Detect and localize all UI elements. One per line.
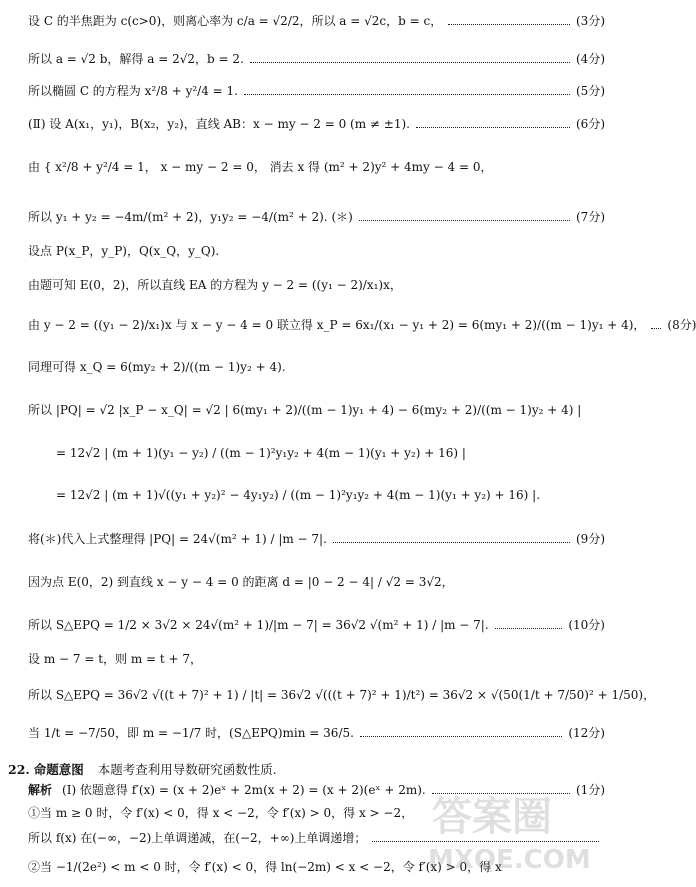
watermark-top: 答案圈 <box>432 794 552 840</box>
solution-line: 设点 P(x_P，y_P)，Q(x_Q，y_Q). <box>28 244 220 258</box>
solution-line: 由题可知 E(0，2)，所以直线 EA 的方程为 y − 2 = ((y₁ − 2)/x₁)x， <box>28 278 402 292</box>
solution-line: 所以 S△EPQ = 36√2 √((t + 7)² + 1) / |t| = 36√2 √(((t + 7)² + 1)/t²) = 36√2 × √(50(1/t + 7/50)² + 1/50)， <box>28 688 656 702</box>
solution-line: (Ⅱ) 设 A(x₁，y₁)，B(x₂，y₂)，直线 AB：x − my − 2 = 0 (m ≠ ±1). (6分) <box>28 117 605 131</box>
question-22-heading <box>8 760 277 778</box>
solution-line: 所以 |PQ| = √2 |x_P − x_Q| = √2 | 6(my₁ + 2)/((m − 1)y₁ + 4) − 6(my₂ + 2)/((m − 1)y₂ + 4) | <box>28 403 582 417</box>
score: (12分) <box>568 726 605 740</box>
question-number: 22. <box>8 762 30 777</box>
solution-line: 所以椭圆 C 的方程为 x²/8 + y²/4 = 1. (5分) <box>28 84 605 98</box>
solution-line: 设 C 的半焦距为 c(c>0)，则离心率为 c/a = √2/2，所以 a = √2c，b = c， (3分) <box>28 14 605 28</box>
solution-line: = 12√2 | (m + 1)√((y₁ + y₂)² − 4y₁y₂) / ((m − 1)²y₁y₂ + 4(m − 1)(y₁ + y₂) + 16) |. <box>56 488 541 502</box>
solution-line: 所以 y₁ + y₂ = −4m/(m² + 2)，y₁y₂ = −4/(m² + 2). (＊) (7分) <box>28 210 605 224</box>
solution-line: 当 1/t = −7/50，即 m = −1/7 时，(S△EPQ)min = 36/5. (12分) <box>28 726 605 740</box>
solution-line: 解析 (Ⅰ) 依题意得 f′(x) = (x + 2)eˣ + 2m(x + 2) = (x + 2)(eˣ + 2m). (1分) <box>28 783 605 797</box>
score: (3分) <box>576 14 605 28</box>
score: (7分) <box>576 210 605 224</box>
solution-line: 所以 f(x) 在(−∞，−2)上单调递减，在(−2，+∞)上单调递增； <box>28 831 605 845</box>
score: (4分) <box>576 52 605 66</box>
solution-line: 所以 S△EPQ = 1/2 × 3√2 × 24√(m² + 1)/|m − 7| = 36√2 √(m² + 1) / |m − 7|. (10分) <box>28 618 605 632</box>
solution-line: ①当 m ≥ 0 时，令 f′(x) < 0，得 x < −2，令 f′(x) > 0，得 x > −2， <box>28 806 414 820</box>
watermark-logo <box>420 782 610 877</box>
solution-line: 将(＊)代入上式整理得 |PQ| = 24√(m² + 1) / |m − 7|. (9分) <box>28 532 605 546</box>
analysis-label: 解析 <box>28 783 53 797</box>
score: (8分) <box>667 318 696 332</box>
solution-line: 因为点 E(0，2) 到直线 x − y − 4 = 0 的距离 d = |0 − 2 − 4| / √2 = 3√2， <box>28 575 454 589</box>
score: (6分) <box>576 117 605 131</box>
score: (1分) <box>576 783 605 797</box>
intent-text: 本题考查利用导数研究函数性质. <box>97 762 277 777</box>
solution-line: 同理可得 x_Q = 6(my₂ + 2)/((m − 1)y₂ + 4). <box>28 360 286 374</box>
solution-line: 由 { x²/8 + y²/4 = 1， x − my − 2 = 0， 消去 x 得 (m² + 2)y² + 4my − 4 = 0， <box>28 160 493 174</box>
solution-line: 由 y − 2 = ((y₁ − 2)/x₁)x 与 x − y − 4 = 0 联立得 x_P = 6x₁/(x₁ − y₁ + 2) = 6(my₁ + 2)/((m − 1)y₁ + 4)， (8分) <box>28 318 696 332</box>
watermark-bottom: MXQE.COM <box>428 845 591 875</box>
solution-line: = 12√2 | (m + 1)(y₁ − y₂) / ((m − 1)²y₁y₂ + 4(m − 1)(y₁ + y₂) + 16) | <box>56 446 466 460</box>
solution-line: 设 m − 7 = t，则 m = t + 7， <box>28 652 203 666</box>
solution-line: ②当 −1/(2e²) < m < 0 时，令 f′(x) < 0，得 ln(−2m) < x < −2，令 f′(x) > 0，得 x <box>28 860 502 874</box>
score: (5分) <box>576 84 605 98</box>
score: (9分) <box>576 532 605 546</box>
solution-line: 所以 a = √2 b，解得 a = 2√2，b = 2. (4分) <box>28 52 605 66</box>
score: (10分) <box>568 618 605 632</box>
intent-label: 命题意图 <box>33 762 84 777</box>
